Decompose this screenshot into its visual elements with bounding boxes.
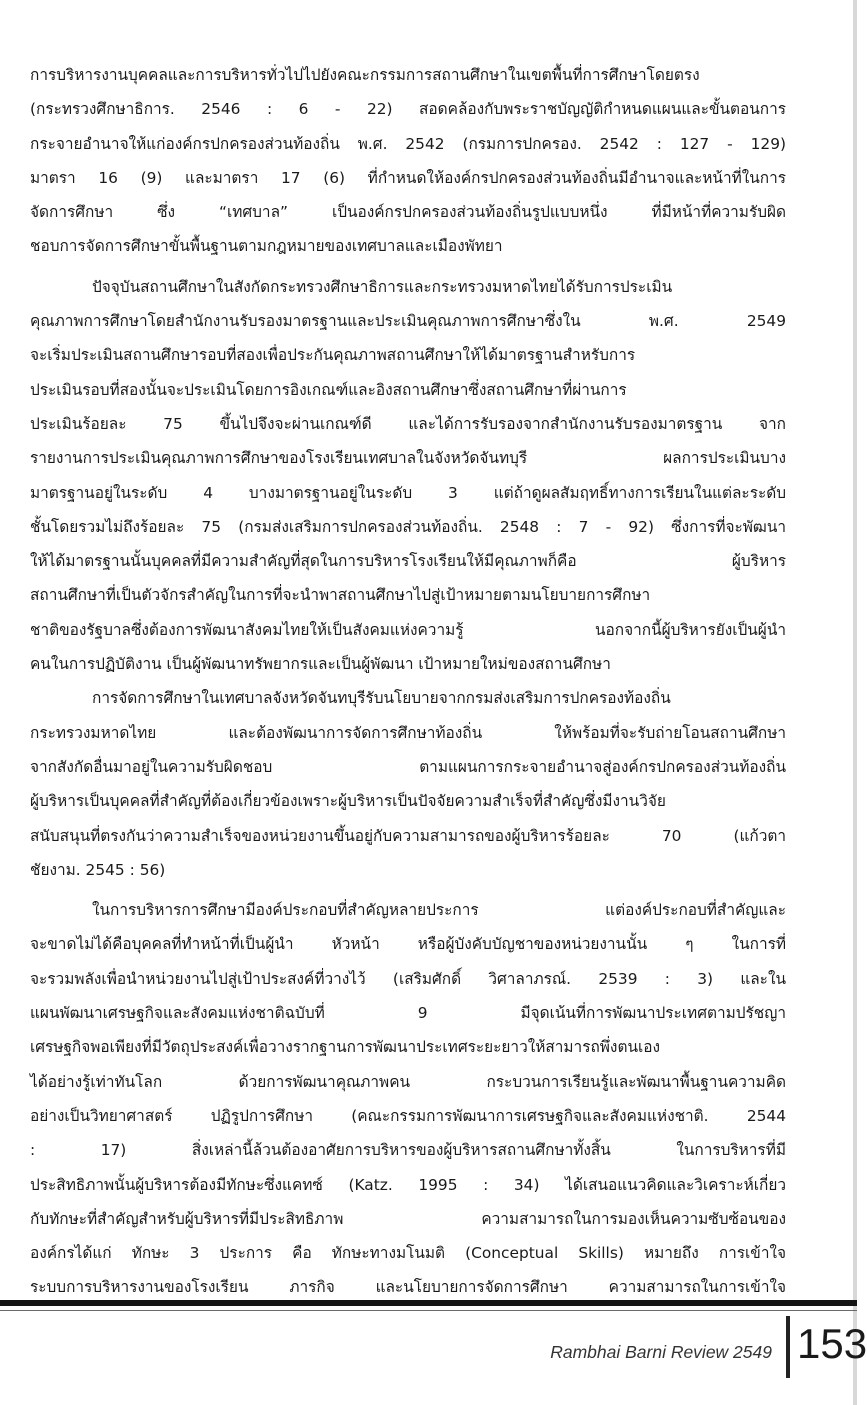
text-line: การบริหารงานบุคคลและการบริหารทั่วไปไปยังคณะกรรมการสถานศึกษาในเขตพื้นที่การศึกษาโดยตรง xyxy=(30,66,700,84)
journal-name: Rambhai Barni Review 2549 xyxy=(550,1342,772,1362)
page-edge xyxy=(853,0,857,1405)
text-line: ชาติของรัฐบาลซึ่งต้องการพัฒนาสังคมไทยให้เป็นสังคมแห่งความรู้ นอกจากนี้ผู้บริหารยังเป็นผู้นำ xyxy=(30,620,786,639)
text-line: มาตรฐานอยู่ในระดับ 4 บางมาตรฐานอยู่ในระดับ 3 แต่ถ้าดูผลสัมฤทธิ์ทางการเรียนในแต่ละระดับ xyxy=(30,483,786,502)
text-line: กระทรวงมหาดไทย และต้องพัฒนาการจัดการศึกษาท้องถิ่น ให้พร้อมที่จะรับถ่ายโอนสถานศึกษา xyxy=(30,723,786,742)
text-line: จะเริ่มประเมินสถานศึกษารอบที่สองเพื่อประกันคุณภาพสถานศึกษาให้ได้มาตรฐานสำหรับการ xyxy=(30,346,636,365)
text-line: จะขาดไม่ได้คือบุคคลที่ทำหน้าที่เป็นผู้นำ หัวหน้า หรือผู้บังคับบัญชาของหน่วยงานนั้น ๆ ในการที่ xyxy=(30,935,786,954)
text-line: : 17) สิ่งเหล่านี้ล้วนต้องอาศัยการบริหารของผู้บริหารสถานศึกษาทั้งสิ้น ในการบริหารที่มี xyxy=(30,1141,786,1160)
text-line: กระจายอำนาจให้แก่องค์กรปกครองส่วนท้องถิ่น พ.ศ. 2542 (กรมการปกครอง. 2542 : 127 - 129) xyxy=(30,134,786,153)
text-line: ได้อย่างรู้เท่าทันโลก ด้วยการพัฒนาคุณภาพคน กระบวนการเรียนรู้และพัฒนาพื้นฐานความคิด xyxy=(30,1072,786,1091)
text-line: คนในการปฏิบัติงาน เป็นผู้พัฒนาทรัพยากรและเป็นผู้พัฒนา เป้าหมายใหม่ของสถานศึกษา xyxy=(30,655,611,674)
paragraph-first-line: ปัจจุบันสถานศึกษาในสังกัดกระทรวงศึกษาธิการและกระทรวงมหาดไทยได้รับการประเมิน xyxy=(92,277,673,296)
text-line: แผนพัฒนาเศรษฐกิจและสังคมแห่งชาติฉบับที่ 9 มีจุดเน้นที่การพัฒนาประเทศตามปรัชญา xyxy=(30,1004,786,1023)
text-line: องค์กรได้แก่ ทักษะ 3 ประการ คือ ทักษะทางมโนมติ (Conceptual Skills) หมายถึง การเข้าใจ xyxy=(30,1244,786,1263)
text-line: มาตรา 16 (9) และมาตรา 17 (6) ที่กำหนดให้องค์กรปกครองส่วนท้องถิ่นมีอำนาจและหน้าที่ในการ xyxy=(30,168,786,187)
text-line: กับทักษะที่สำคัญสำหรับผู้บริหารที่มีประสิทธิภาพ ความสามารถในการมองเห็นความซับซ้อนของ xyxy=(30,1209,786,1228)
text-line: จะรวมพลังเพื่อนำหน่วยงานไปสู่เป้าประสงค์ที่วางไว้ (เสริมศักดิ์ วิศาลาภรณ์. 2539 : 3) และใน xyxy=(30,969,786,988)
paragraph-first-line: การจัดการศึกษาในเทศบาลจังหวัดจันทบุรีรับนโยบายจากกรมส่งเสริมการปกครองท้องถิ่น xyxy=(92,689,671,708)
text-line: จัดการศึกษา ซึ่ง “เทศบาล” เป็นองค์กรปกครองส่วนท้องถิ่นรูปแบบหนึ่ง ที่มีหน้าที่ความรับผิด xyxy=(30,203,786,222)
footer-rule xyxy=(0,1300,857,1306)
text-line: เศรษฐกิจพอเพียงที่มีวัตถุประสงค์เพื่อวางรากฐานการพัฒนาประเทศระยะยาวให้สามารถพึ่งตนเอง xyxy=(30,1038,660,1057)
text-line: (กระทรวงศึกษาธิการ. 2546 : 6 - 22) สอดคล้องกับพระราชบัญญัติกำหนดแผนและขั้นตอนการ xyxy=(30,100,786,119)
text-line: สนับสนุนที่ตรงกันว่าความสำเร็จของหน่วยงานขึ้นอยู่กับความสามารถของผู้บริหารร้อยละ 70 (แก้วตา xyxy=(30,826,786,845)
text-line: ชัยงาม. 2545 : 56) xyxy=(30,860,166,879)
text-line: ประเมินร้อยละ 75 ขึ้นไปจึงจะผ่านเกณฑ์ดี และได้การรับรองจากสำนักงานรับรองมาตรฐาน จาก xyxy=(30,414,786,433)
text-line: ผู้บริหารเป็นบุคคลที่สำคัญที่ต้องเกี่ยวข้องเพราะผู้บริหารเป็นปัจจัยความสำเร็จที่สำคัญซึ่งมีงานวิจัย xyxy=(30,792,666,811)
paragraph-first-line: ในการบริหารการศึกษามีองค์ประกอบที่สำคัญหลายประการ แต่องค์ประกอบที่สำคัญและ xyxy=(92,901,786,920)
text-line: ระบบการบริหารงานของโรงเรียน ภารกิจ และนโยบายการจัดการศึกษา ความสามารถในการเข้าใจ xyxy=(30,1278,786,1297)
text-line: ชอบการจัดการศึกษาขั้นพื้นฐานตามกฎหมายของเทศบาลและเมืองพัทยา xyxy=(30,237,503,256)
text-line: ประเมินรอบที่สองนั้นจะประเมินโดยการอิงเกณฑ์และอิงสถานศึกษาซึ่งสถานศึกษาที่ผ่านการ xyxy=(30,380,627,399)
text-line: คุณภาพการศึกษาโดยสำนักงานรับรองมาตรฐานและประเมินคุณภาพการศึกษาซึ่งใน พ.ศ. 2549 xyxy=(30,312,786,331)
text-line: ให้ได้มาตรฐานนั้นบุคคลที่มีความสำคัญที่สุดในการบริหารโรงเรียนให้มีคุณภาพก็คือ ผู้บริหาร xyxy=(30,552,786,571)
footer-rule-thin xyxy=(0,1310,857,1311)
text-line: ประสิทธิภาพนั้นผู้บริหารต้องมีทักษะซึ่งแคทซ์ (Katz. 1995 : 34) ได้เสนอแนวคิดและวิเคราะห์เกี่ยว xyxy=(30,1175,786,1194)
page-number: 153 xyxy=(797,1320,867,1367)
footer-divider xyxy=(786,1316,790,1378)
text-line: ชั้นโดยรวมไม่ถึงร้อยละ 75 (กรมส่งเสริมการปกครองส่วนท้องถิ่น. 2548 : 7 - 92) ซึ่งการที่จะพัฒนา xyxy=(30,517,786,536)
text-line: รายงานการประเมินคุณภาพการศึกษาของโรงเรียนเทศบาลในจังหวัดจันทบุรี ผลการประเมินบาง xyxy=(30,449,786,468)
text-line: จากสังกัดอื่นมาอยู่ในความรับผิดชอบ ตามแผนการกระจายอำนาจสู่องค์กรปกครองส่วนท้องถิ่น xyxy=(30,757,786,776)
text-line: อย่างเป็นวิทยาศาสตร์ ปฏิรูปการศึกษา (คณะกรรมการพัฒนาการเศรษฐกิจและสังคมแห่งชาติ. 2544 xyxy=(30,1106,786,1125)
body-text xyxy=(30,58,786,1305)
text-line: สถานศึกษาที่เป็นตัวจักรสำคัญในการที่จะนำพาสถานศึกษาไปสู่เป้าหมายตามนโยบายการศึกษา xyxy=(30,586,651,605)
